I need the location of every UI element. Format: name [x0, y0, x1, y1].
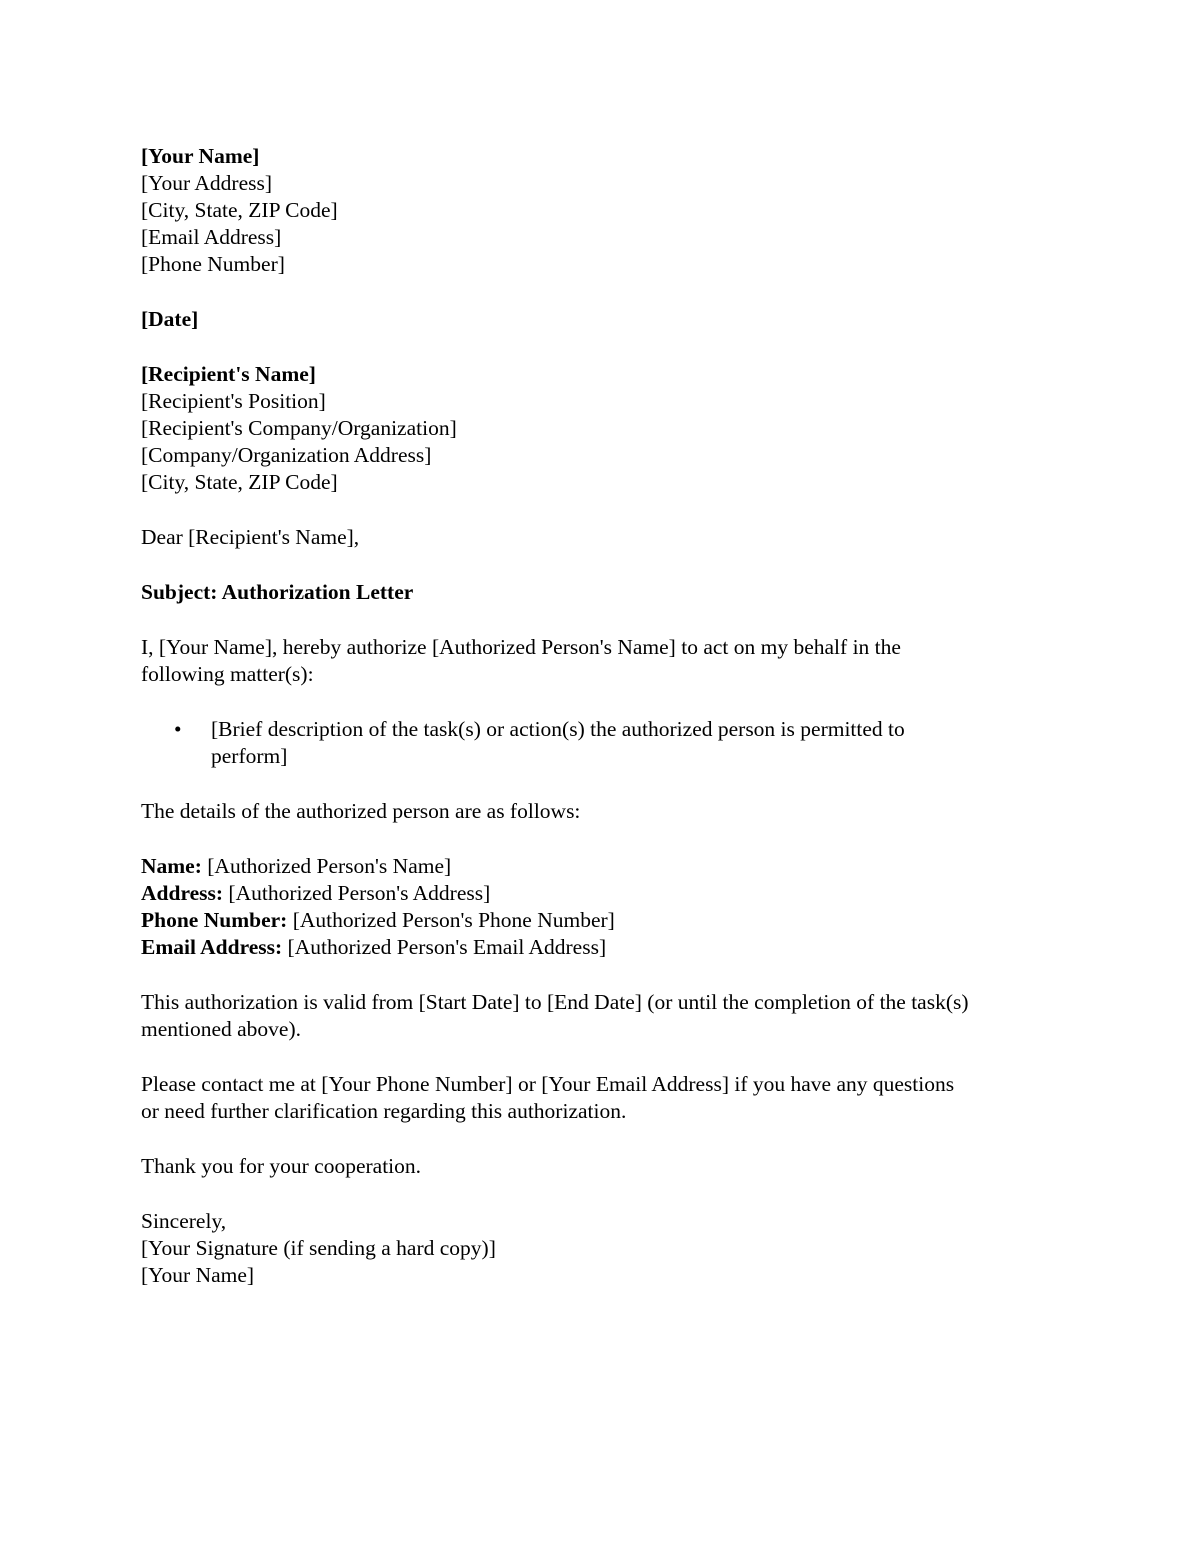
sender-name: [Your Name]: [141, 144, 260, 168]
recipient-company: [Recipient's Company/Organization]: [141, 416, 457, 440]
letter-body: [141, 143, 1061, 1289]
detail-value: [Authorized Person's Email Address]: [287, 935, 607, 959]
detail-value: [Authorized Person's Phone Number]: [292, 908, 615, 932]
recipient-name: [Recipient's Name]: [141, 362, 316, 386]
spacer: [141, 770, 1061, 798]
sender-city-state-zip: [City, State, ZIP Code]: [141, 198, 338, 222]
spacer: [141, 551, 1061, 579]
intro-line: following matter(s):: [141, 662, 314, 686]
recipient-position: [Recipient's Position]: [141, 389, 326, 413]
detail-row-email: [141, 934, 1061, 961]
spacer: [141, 688, 1061, 716]
detail-value: [Authorized Person's Name]: [207, 854, 452, 878]
spacer: [141, 278, 1061, 306]
sender-email: [Email Address]: [141, 225, 282, 249]
details-intro: The details of the authorized person are as follows:: [141, 799, 581, 823]
spacer: [141, 1125, 1061, 1153]
contact-line: Please contact me at [Your Phone Number] or [Your Email Address] if you have any questions: [141, 1072, 955, 1096]
sender-address: [Your Address]: [141, 171, 273, 195]
closing-block: [141, 1208, 1061, 1289]
spacer: [141, 825, 1061, 853]
validity-line: mentioned above).: [141, 1017, 302, 1041]
spacer: [141, 333, 1061, 361]
spacer: [141, 496, 1061, 524]
detail-label: Phone Number:: [141, 908, 288, 932]
salutation: Dear [Recipient's Name],: [141, 525, 360, 549]
recipient-city-state-zip: [City, State, ZIP Code]: [141, 470, 338, 494]
task-text-line: [Brief description of the task(s) or action(s) the authorized person is permitted to: [211, 717, 905, 741]
sender-phone: [Phone Number]: [141, 252, 285, 276]
detail-row-phone: [141, 907, 1061, 934]
detail-label: Name:: [141, 854, 202, 878]
task-list-item: [141, 716, 1061, 770]
contact-line: or need further clarification regarding this authorization.: [141, 1099, 627, 1123]
detail-label: Email Address:: [141, 935, 283, 959]
bullet-icon: •: [174, 717, 182, 741]
validity-paragraph: [141, 989, 1061, 1043]
closing: Sincerely,: [141, 1209, 227, 1233]
spacer: [141, 1043, 1061, 1071]
spacer: [141, 606, 1061, 634]
letter-date: [Date]: [141, 307, 199, 331]
validity-line: This authorization is valid from [Start Date] to [End Date] (or until the completion of the task(s): [141, 990, 969, 1014]
intro-paragraph: [141, 634, 1061, 688]
detail-label: Address:: [141, 881, 224, 905]
recipient-company-address: [Company/Organization Address]: [141, 443, 432, 467]
task-text-line: perform]: [211, 744, 288, 768]
thanks-line: Thank you for your cooperation.: [141, 1154, 422, 1178]
signature-placeholder: [Your Signature (if sending a hard copy)]: [141, 1236, 496, 1260]
contact-paragraph: [141, 1071, 1061, 1125]
detail-value: [Authorized Person's Address]: [228, 881, 491, 905]
authorized-person-details: [141, 853, 1061, 961]
closing-name: [Your Name]: [141, 1263, 255, 1287]
sender-block: [141, 143, 1061, 278]
spacer: [141, 1180, 1061, 1208]
task-list: [141, 716, 1061, 770]
intro-line: I, [Your Name], hereby authorize [Authorized Person's Name] to act on my behalf in the: [141, 635, 901, 659]
detail-row-address: [141, 880, 1061, 907]
recipient-block: [141, 361, 1061, 496]
spacer: [141, 961, 1061, 989]
detail-row-name: [141, 853, 1061, 880]
subject-line: Subject: Authorization Letter: [141, 580, 414, 604]
